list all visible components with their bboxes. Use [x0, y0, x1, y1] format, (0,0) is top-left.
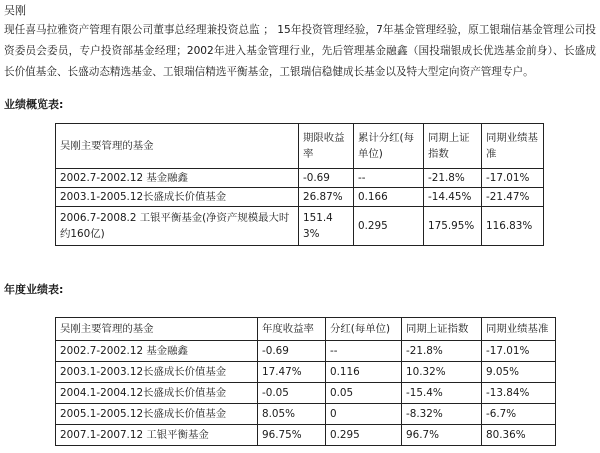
table-cell: 2004.1-2004.12长盛成长价值基金	[56, 383, 258, 404]
table-cell: -13.84%	[482, 383, 556, 404]
header-cell: 同期上证指数	[424, 124, 482, 169]
table-cell: 80.36%	[482, 425, 556, 446]
overview-table	[55, 123, 544, 246]
table-cell: 26.87%	[299, 188, 354, 207]
table-cell: -0.05	[258, 383, 326, 404]
table-cell: -17.01%	[482, 169, 544, 188]
header-cell: 吴刚主要管理的基金	[56, 318, 258, 341]
table-cell: -6.7%	[482, 404, 556, 425]
table-row	[56, 383, 556, 404]
table-cell: 2003.1-2005.12长盛成长价值基金	[56, 188, 299, 207]
table-cell: 0.05	[326, 383, 402, 404]
header-cell: 同期上证指数	[402, 318, 482, 341]
annual-title: 年度业绩表:	[4, 283, 64, 296]
table-cell: 96.7%	[402, 425, 482, 446]
overview-title: 业绩概览表:	[4, 98, 64, 111]
table-row	[56, 425, 556, 446]
table-cell: -21.47%	[482, 188, 544, 207]
table-cell: 2002.7-2002.12 基金融鑫	[56, 169, 299, 188]
header-cell: 同期业绩基准	[482, 318, 556, 341]
table-cell: 0	[326, 404, 402, 425]
table-cell: -0.69	[258, 341, 326, 362]
table-row	[56, 188, 544, 207]
table-cell: 2002.7-2002.12 基金融鑫	[56, 341, 258, 362]
table-cell: -0.69	[299, 169, 354, 188]
table-row	[56, 362, 556, 383]
table-header-row	[56, 124, 544, 169]
table-cell: 116.83%	[482, 207, 544, 246]
table-cell: 175.95%	[424, 207, 482, 246]
table-cell: 17.47%	[258, 362, 326, 383]
header-cell: 分红(每单位)	[326, 318, 402, 341]
table-row	[56, 169, 544, 188]
header-cell: 吴刚主要管理的基金	[56, 124, 299, 169]
table-cell: -8.32%	[402, 404, 482, 425]
table-cell: 10.32%	[402, 362, 482, 383]
table-header-row	[56, 318, 556, 341]
table-cell: 9.05%	[482, 362, 556, 383]
table-cell: -21.8%	[424, 169, 482, 188]
annual-table	[55, 317, 556, 446]
table-cell: 8.05%	[258, 404, 326, 425]
header-cell: 年度收益率	[258, 318, 326, 341]
table-cell: 0.116	[326, 362, 402, 383]
table-cell: 0.295	[354, 207, 424, 246]
manager-bio: 现任喜马拉雅资产管理有限公司董事总经理兼投资总监 ； 15年投资管理经验，7年基金管理经验，原工银瑞信基金管理公司投资委员会委员，专户投资部基金经理；2002年进入基金管理行业，先后管理基金融鑫（国投瑞银成长优选基金前身）、长盛成长价值基金、长盛动态精选基金、工银瑞信精选平衡基金，工银瑞信稳健成长基金以及特大型定向资产管理专户。	[4, 24, 596, 78]
table-row	[56, 207, 544, 246]
table-row	[56, 404, 556, 425]
header-cell: 期限收益率	[299, 124, 354, 169]
table-cell: 0.166	[354, 188, 424, 207]
table-cell: -21.8%	[402, 341, 482, 362]
table-cell: 2007.1-2007.12 工银平衡基金	[56, 425, 258, 446]
header-cell: 同期业绩基准	[482, 124, 544, 169]
table-cell: --	[354, 169, 424, 188]
table-cell: --	[326, 341, 402, 362]
header-cell: 累计分红(每单位)	[354, 124, 424, 169]
table-cell: 151.43%	[299, 207, 354, 246]
table-cell: 0.295	[326, 425, 402, 446]
table-cell: 2005.1-2005.12长盛成长价值基金	[56, 404, 258, 425]
table-cell: 2003.1-2003.12长盛成长价值基金	[56, 362, 258, 383]
table-row	[56, 341, 556, 362]
table-cell: -14.45%	[424, 188, 482, 207]
table-cell: -15.4%	[402, 383, 482, 404]
manager-name: 吴刚	[4, 4, 26, 17]
table-cell: -17.01%	[482, 341, 556, 362]
table-cell: 2006.7-2008.2 工银平衡基金(净资产规模最大时约160亿)	[56, 207, 299, 246]
table-cell: 96.75%	[258, 425, 326, 446]
